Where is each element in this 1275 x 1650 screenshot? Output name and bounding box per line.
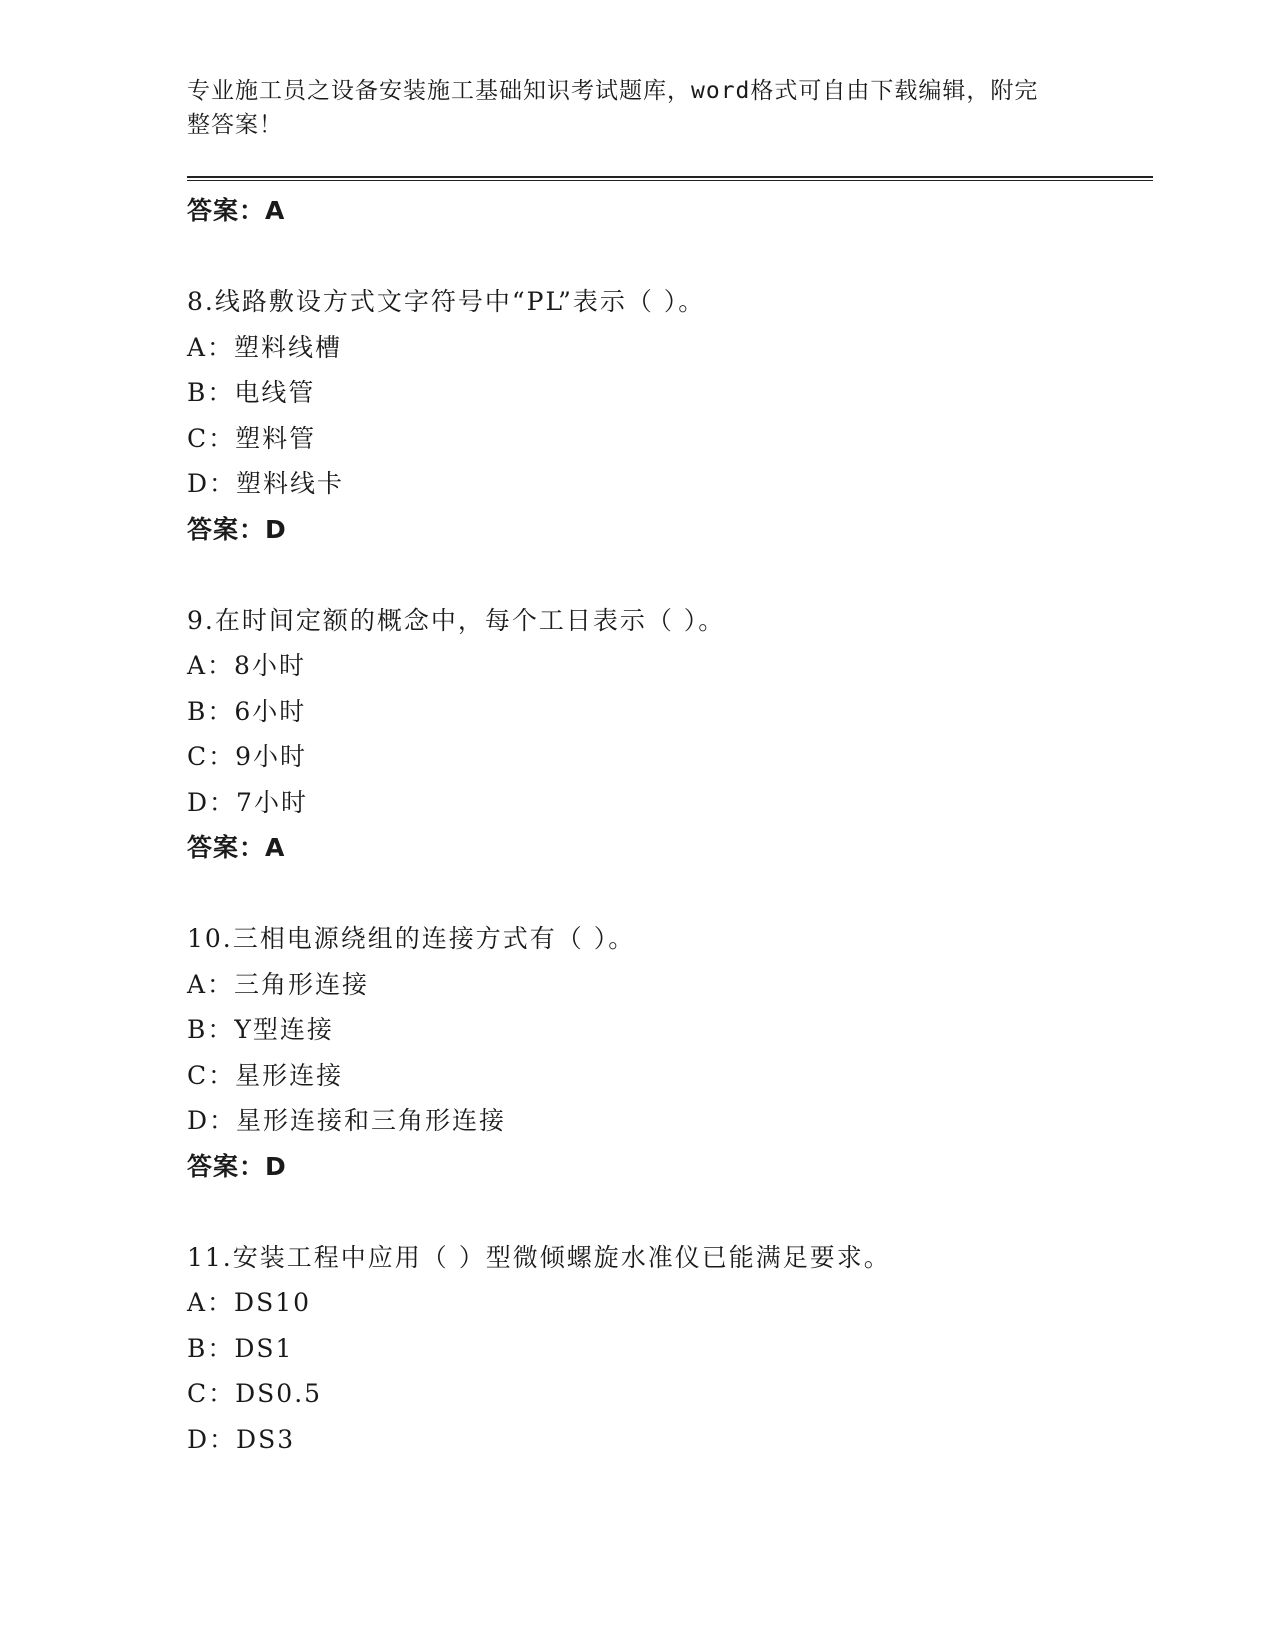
- answer-label: 答案：: [187, 514, 266, 544]
- option-a: A：DS10: [187, 1288, 312, 1317]
- answer-line-7: [187, 188, 1153, 234]
- answer-value: A: [265, 833, 286, 862]
- spacer: [187, 234, 1153, 280]
- header-line-2: 整答案！: [187, 112, 283, 138]
- option-c: C：9小时: [187, 742, 308, 771]
- answer-value: A: [265, 196, 286, 225]
- option-b: B：电线管: [187, 378, 316, 407]
- spacer: [187, 1189, 1153, 1235]
- answer-value: D: [265, 1151, 287, 1181]
- option-b: B：Y型连接: [187, 1015, 334, 1044]
- answer-value: D: [265, 514, 287, 544]
- question-stem-8: 8.线路敷设方式文字符号中“PL”表示（ ）。: [187, 287, 706, 316]
- option-c: C：星形连接: [187, 1060, 344, 1090]
- header-line-1: 专业施工员之设备安装施工基础知识考试题库，word格式可自由下载编辑，附完: [187, 78, 1039, 104]
- option-a: A：塑料线槽: [187, 332, 343, 362]
- question-list: [187, 188, 1153, 1462]
- header-divider: [187, 176, 1153, 181]
- option-c: C：DS0.5: [187, 1379, 323, 1408]
- answer-line-9: [187, 825, 1153, 871]
- option-a: A：8小时: [187, 651, 306, 680]
- question-stem-11: 11.安装工程中应用（ ）型微倾螺旋水准仪已能满足要求。: [187, 1242, 891, 1272]
- answer-label: 答案：: [187, 1151, 266, 1181]
- option-d: D：星形连接和三角形连接: [187, 1106, 507, 1135]
- option-a: A：三角形连接: [187, 969, 370, 999]
- answer-line-8: [187, 507, 1153, 553]
- option-b: B：6小时: [187, 696, 307, 726]
- document-header: [187, 74, 1067, 142]
- spacer: [187, 552, 1153, 598]
- option-d: D：DS3: [187, 1424, 296, 1454]
- spacer: [187, 871, 1153, 917]
- question-stem-9: 9.在时间定额的概念中，每个工日表示（ ）。: [187, 605, 726, 635]
- answer-line-10: [187, 1144, 1153, 1190]
- answer-label: 答案：: [187, 196, 266, 225]
- question-stem-10: 10.三相电源绕组的连接方式有（ ）。: [187, 924, 636, 953]
- answer-label: 答案：: [187, 833, 266, 862]
- option-b: B：DS1: [187, 1333, 294, 1363]
- option-c: C：塑料管: [187, 423, 317, 453]
- option-d: D：塑料线卡: [187, 469, 345, 498]
- option-d: D：7小时: [187, 787, 308, 817]
